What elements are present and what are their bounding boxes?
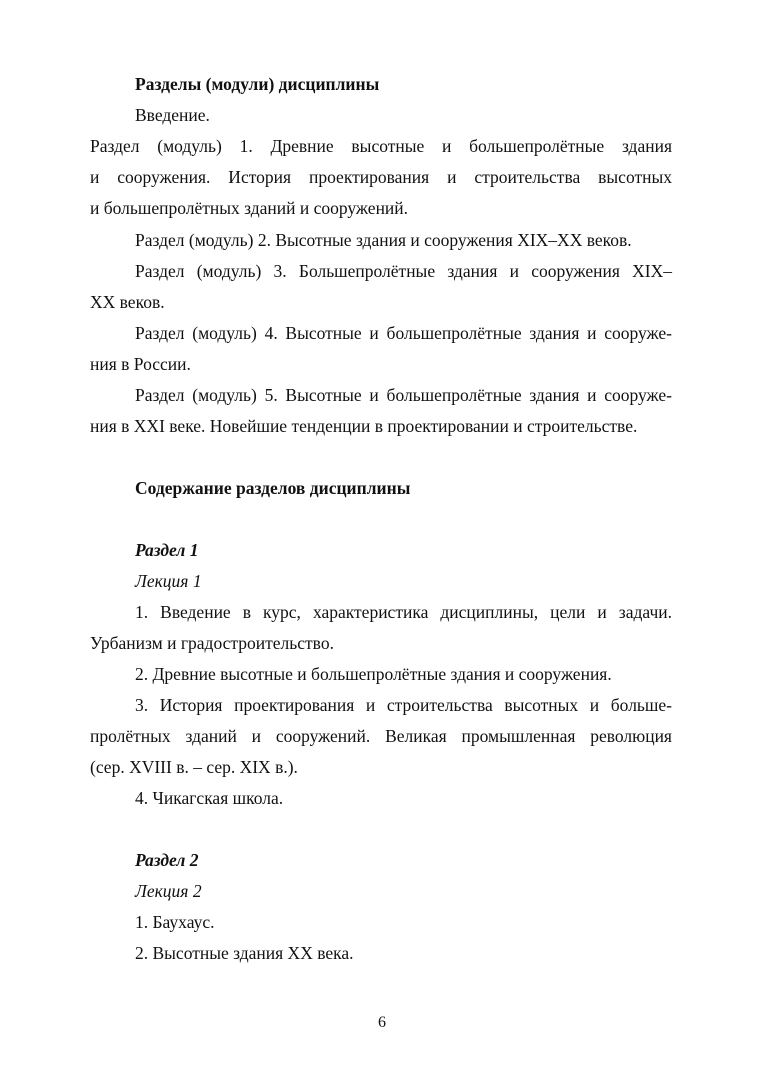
module-4-line-2: ния в России.: [90, 354, 191, 374]
section-1-item-4: 4. Чикагская школа.: [135, 788, 284, 808]
module-5-line-2: ния в XXI веке. Новейшие тенденции в проектировании и строительстве.: [90, 416, 638, 436]
section-2-item-1: 1. Баухаус.: [135, 912, 215, 932]
module-3-line-2: XX веков.: [90, 292, 165, 312]
section-2-title: Раздел 2: [135, 850, 199, 870]
section-1-item-3-line-2: пролётных зданий и сооружений. Великая промышленная революция: [90, 726, 672, 746]
module-1-line-2: и сооружения. История проектирования и строительства высотных: [90, 167, 672, 187]
section-1-item-1-line-2: Урбанизм и градостроительство.: [90, 633, 334, 653]
module-1-line-3: и большепролётных зданий и сооружений.: [90, 198, 409, 218]
section-1-item-1-line-1: 1. Введение в курс, характеристика дисциплины, цели и задачи.: [135, 602, 672, 622]
section-1-item-3-line-3: (сер. XVIII в. – сер. XIX в.).: [90, 757, 298, 777]
section-2-item-2: 2. Высотные здания XX века.: [135, 943, 354, 963]
page-number: 6: [378, 1014, 386, 1031]
section-1-item-3-line-1: 3. История проектирования и строительства высотных и больше-: [135, 695, 672, 715]
intro-paragraph: Введение.: [135, 105, 210, 125]
module-1-line-1: Раздел (модуль) 1. Древние высотные и большепролётные здания: [90, 136, 672, 156]
module-4-line-1: Раздел (модуль) 4. Высотные и большепролётные здания и сооруже-: [135, 323, 672, 343]
content-heading: Содержание разделов дисциплины: [135, 478, 411, 498]
section-2-lecture: Лекция 2: [135, 881, 202, 901]
section-1-item-2: 2. Древние высотные и большепролётные здания и сооружения.: [135, 664, 612, 684]
sections-heading: Разделы (модули) дисциплины: [135, 74, 380, 94]
module-5-line-1: Раздел (модуль) 5. Высотные и большепролётные здания и сооруже-: [135, 385, 672, 405]
module-3-line-1: Раздел (модуль) 3. Большепролётные здания и сооружения XIX–: [135, 261, 672, 281]
section-1-title: Раздел 1: [135, 540, 199, 560]
section-1-lecture: Лекция 1: [135, 571, 202, 591]
module-2-line-1: Раздел (модуль) 2. Высотные здания и сооружения XIX–XX веков.: [135, 230, 632, 250]
